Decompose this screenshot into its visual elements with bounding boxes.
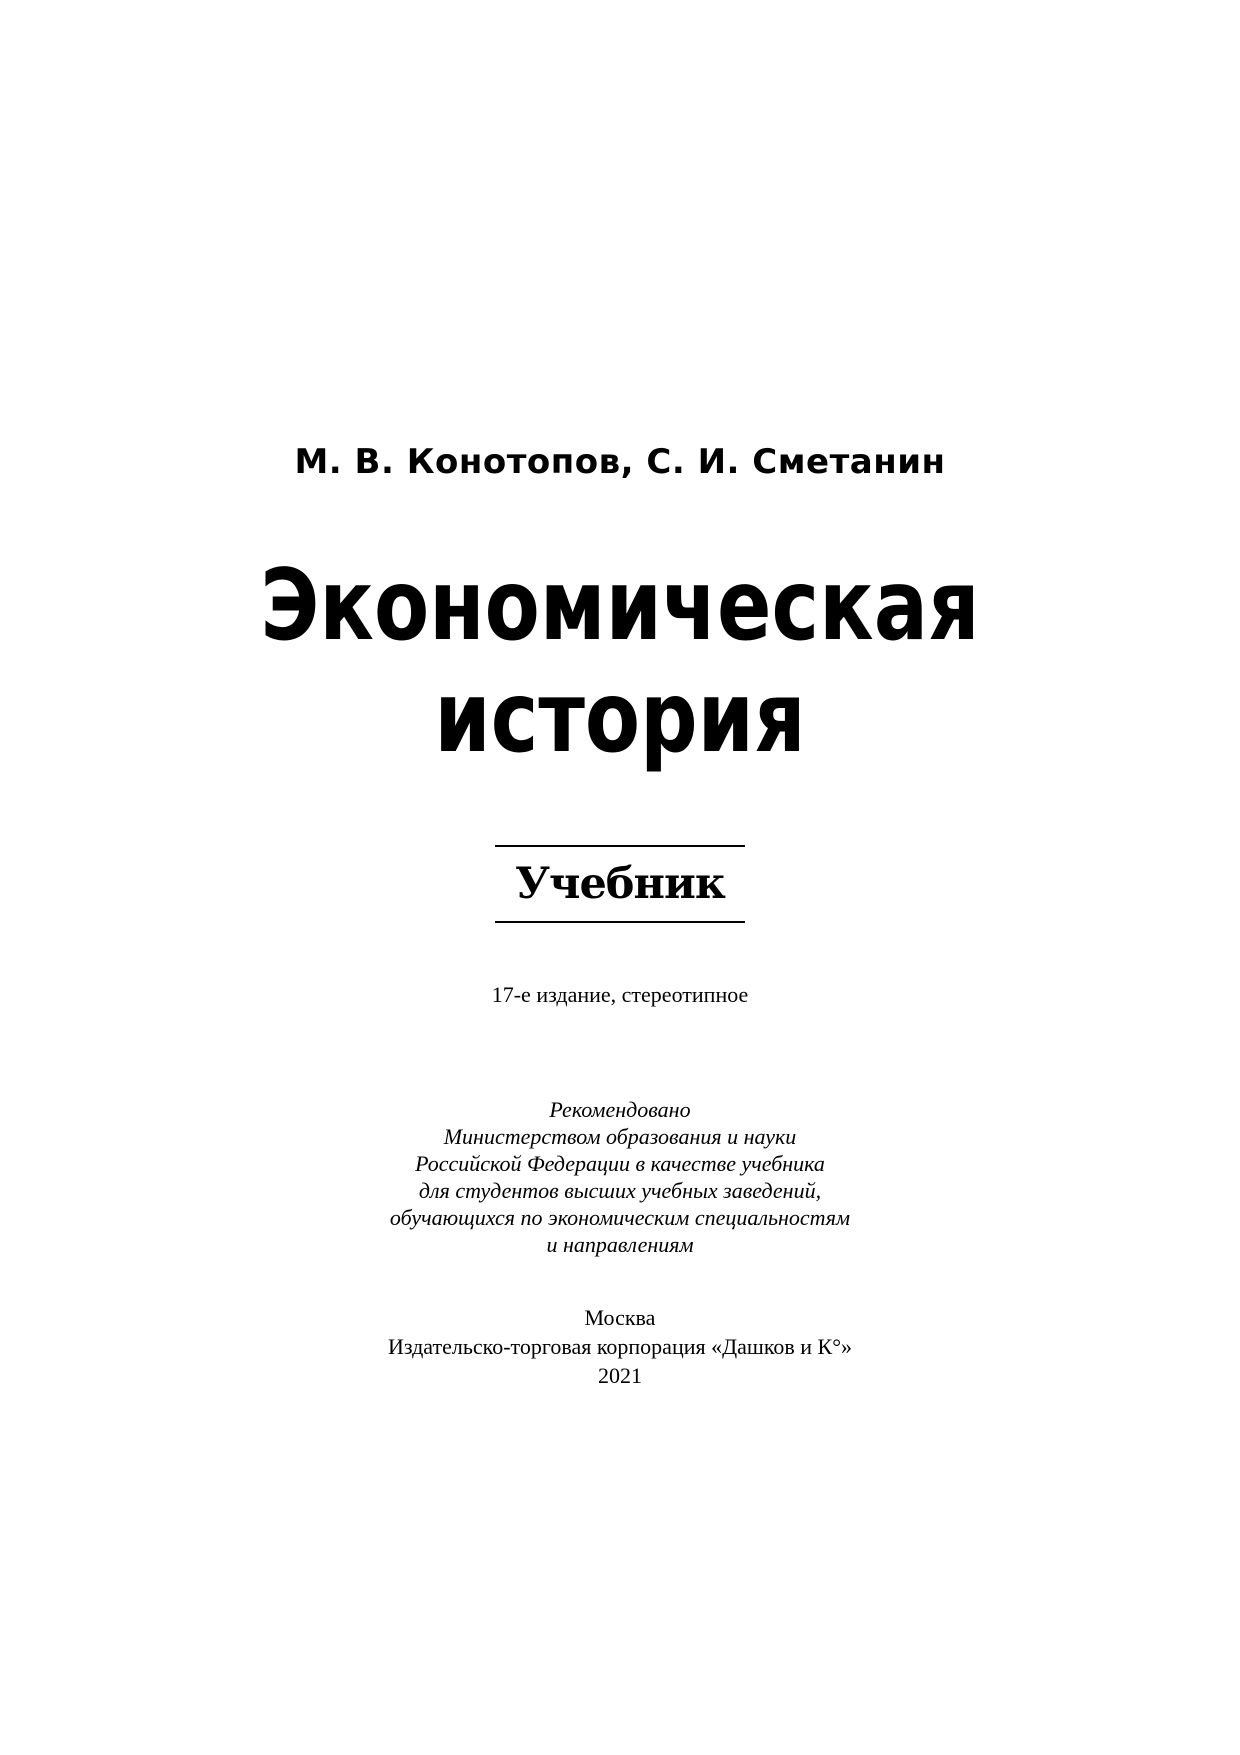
recommendation-line: для студентов высших учебных заведений, — [418, 1178, 822, 1203]
book-title-line-1: Экономическая — [260, 549, 980, 663]
recommendation-text — [0, 1096, 1240, 1258]
authors: М. В. Конотопов, С. И. Сметанин — [294, 442, 946, 482]
imprint-year: 2021 — [598, 1363, 642, 1388]
genre-top-rule — [495, 845, 745, 847]
imprint-city: Москва — [584, 1305, 656, 1330]
genre-label: Учебник — [515, 859, 725, 909]
genre-bottom-rule — [495, 921, 745, 923]
book-title-line-2: история — [434, 661, 806, 775]
imprint-publisher: Издательско-торговая корпорация «Дашков и К°» — [387, 1334, 853, 1359]
recommendation-line: Рекомендовано — [549, 1097, 691, 1122]
book-title — [112, 550, 1129, 774]
edition-note: 17-е издание, стереотипное — [491, 982, 749, 1007]
recommendation-line: Российской Федерации в качестве учебника — [415, 1151, 825, 1176]
imprint — [0, 1303, 1240, 1390]
recommendation-line: Министерством образования и науки — [443, 1124, 797, 1149]
recommendation-line: и направлениям — [546, 1232, 694, 1257]
recommendation-line: обучающихся по экономическим специальностям — [389, 1205, 851, 1230]
